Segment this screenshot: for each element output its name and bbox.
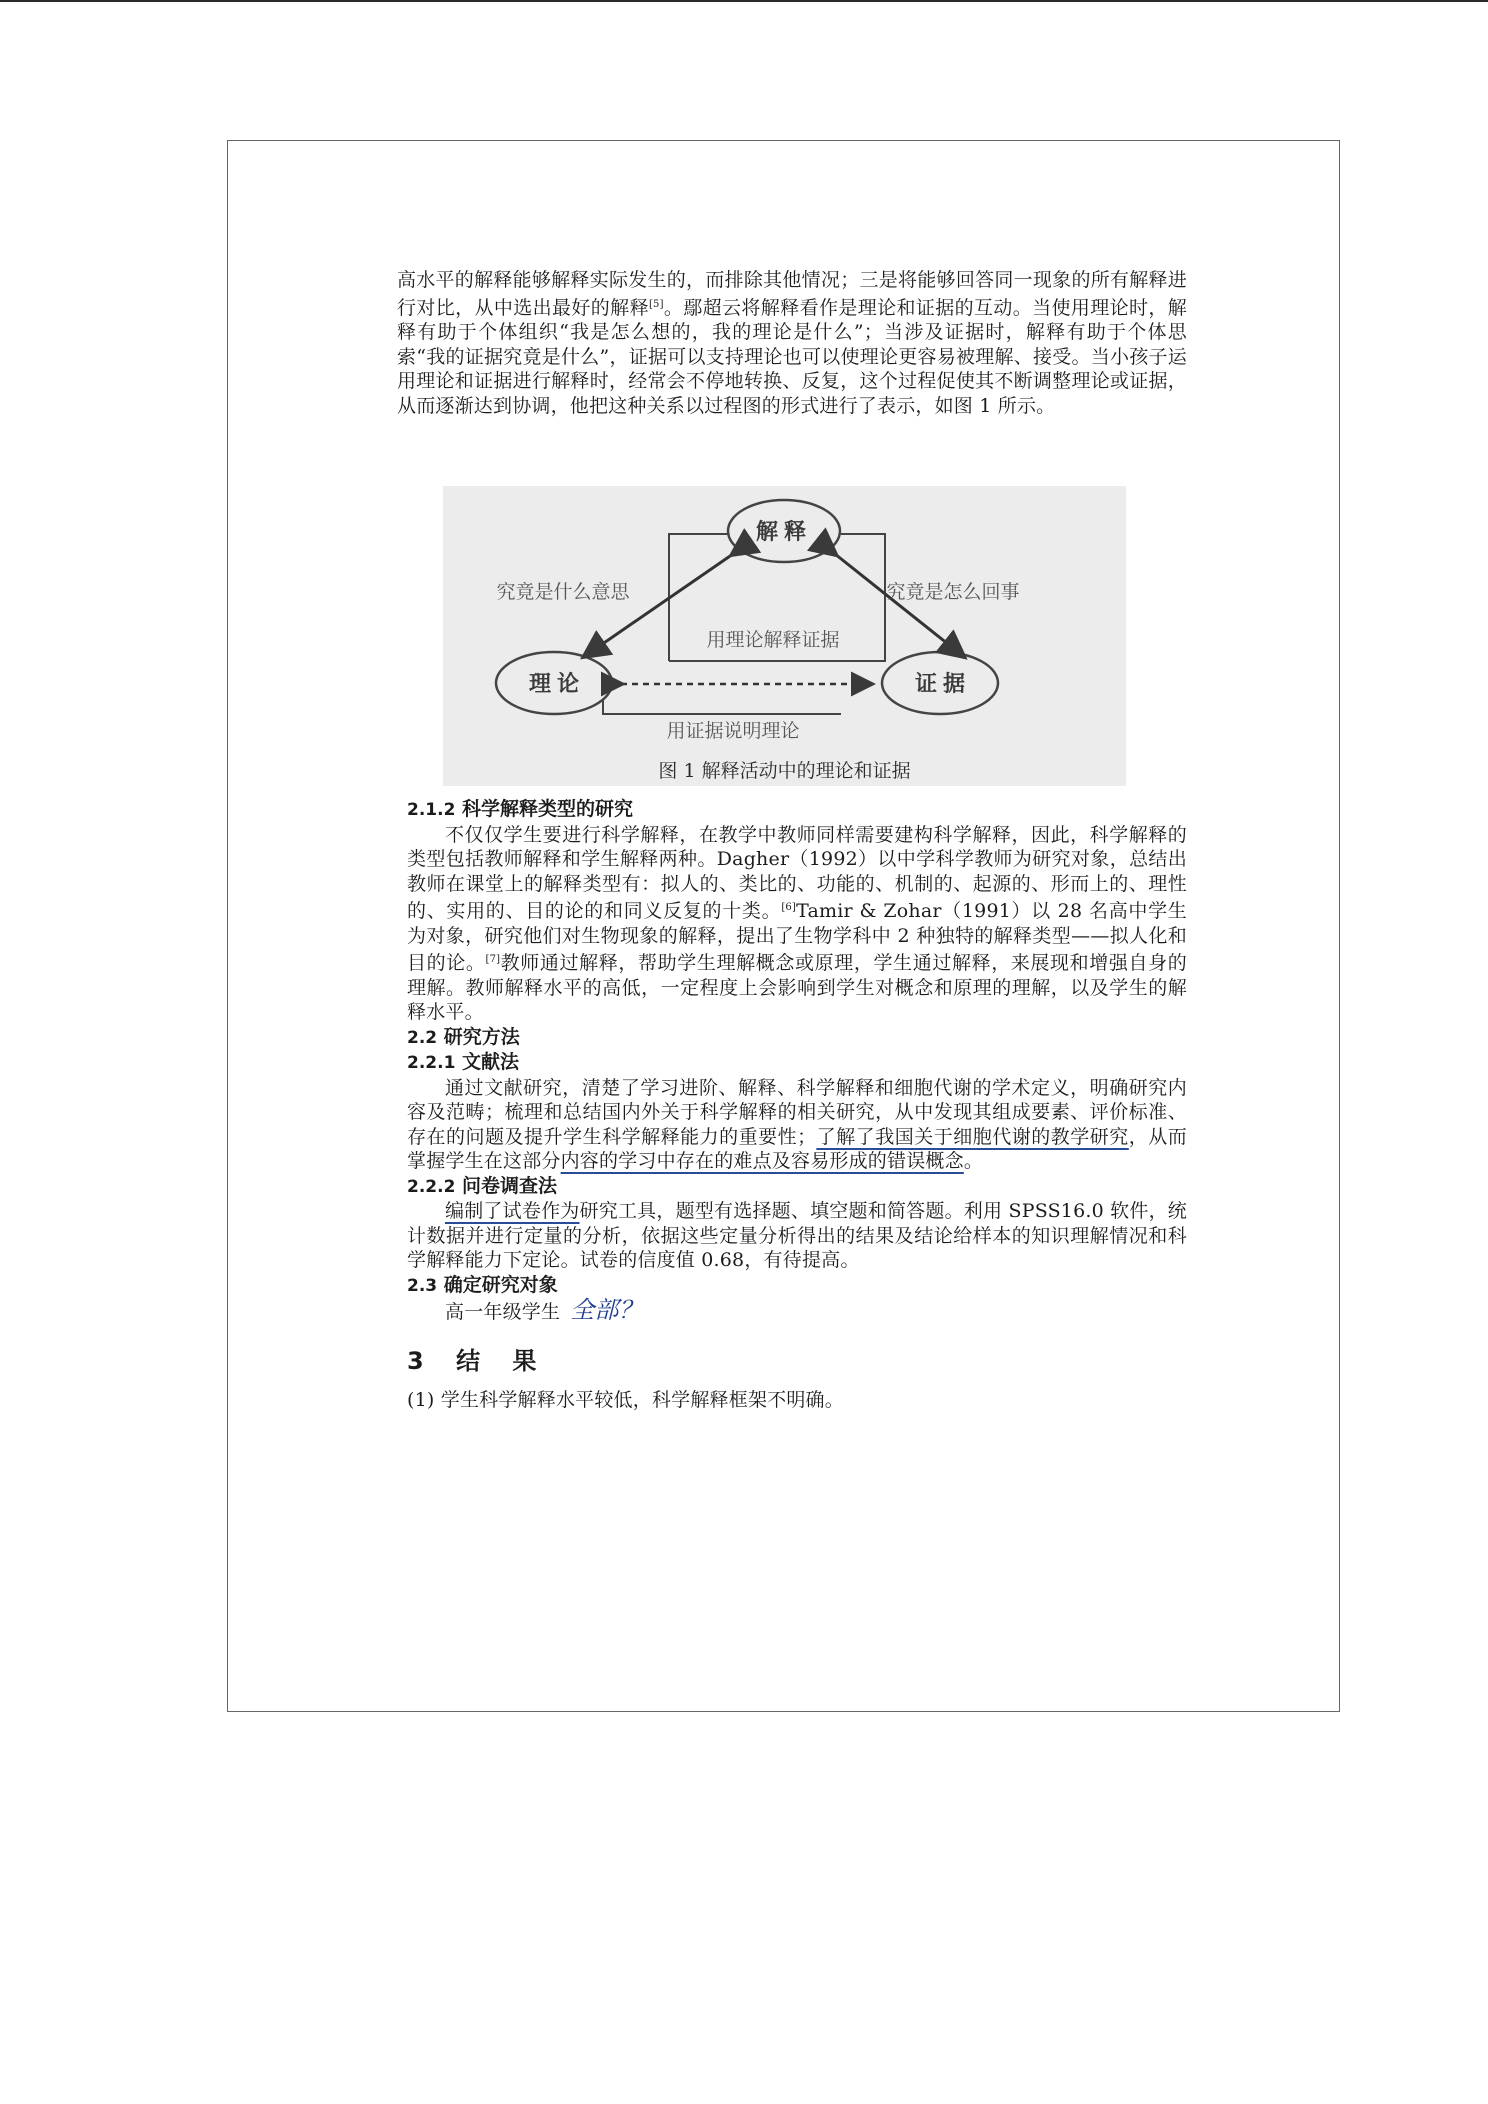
paragraph-text: Tamir & Zohar（1991）以 28 名高中学生为对象，研究他们对生物现象的解释，提出了生物学科中 2 种独特的解释类型——拟人化和目的论。 <box>407 900 1187 974</box>
figure-1 <box>443 486 1126 786</box>
section-title: 问卷调查法 <box>462 1174 558 1197</box>
edge-label-right: 究竟是怎么回事 <box>886 581 1020 603</box>
section-heading-2-2-1 <box>407 1050 1187 1076</box>
citation-ref: [7] <box>485 954 501 965</box>
section-heading-2-2-2 <box>407 1174 1187 1200</box>
body-sections <box>407 797 1187 1412</box>
scan-edge <box>0 0 1488 2</box>
paragraph-text: 。 <box>963 1150 984 1172</box>
top-paragraph-block <box>397 268 1187 418</box>
section-title: 研究方法 <box>443 1025 520 1048</box>
section-title: 确定研究对象 <box>443 1273 558 1296</box>
body-paragraph <box>397 268 1187 418</box>
node-label-left: 理论 <box>528 672 586 697</box>
section-heading-3 <box>407 1341 1187 1376</box>
section-heading-2-2 <box>407 1025 1187 1051</box>
citation-ref: [6] <box>781 902 797 913</box>
section-number: 3 <box>407 1346 436 1375</box>
section-number: 2.2.1 <box>407 1053 456 1073</box>
node-label-top: 解释 <box>755 520 813 545</box>
paragraph-text: 通过文献研究，清楚了学习进阶、解释、科学解释和细胞代谢的学术定义，明确研究内容及范畴；梳理和总结国内外关于科学解释的相关研究，从中发现其组成要素、评价标准、存在的问题及提升学生科学解释能力的重要性； <box>407 1076 1187 1148</box>
node-label-right: 证据 <box>914 672 972 697</box>
paragraph-text: ，从而掌握学生在这部分 <box>407 1125 1188 1172</box>
edge-label-bottom: 用证据说明理论 <box>666 720 800 742</box>
paragraph-text: 。鄢超云将解释看作是理论和证据的互动。当使用理论时，解释有助于个体组织“我是怎么想的，我的理论是什么”；当涉及证据时，解释有助于个体思索“我的证据究竟是什么”，证据可以支持理论也可以使理论更容易被理解、接受。当小孩子运用理论和证据进行解释时，经常会不停地转换、反复，这个过程促使其不断调整理论或证据，从而逐渐达到协调，他把这种关系以过程图的形式进行了表示，如图 1 所示。 <box>397 296 1187 417</box>
edge-label-middle: 用理论解释证据 <box>706 629 840 651</box>
paragraph-text: 不仅仅学生要进行科学解释，在教学中教师同样需要建构科学解释，因此，科学解释的类型包括教师解释和学生解释两种。Dagher（1992）以中学科学教师为研究对象，总结出教师在课堂上的解释类型有：拟人的、类比的、功能的、机制的、起源的、形而上的、理性的、实用的、目的论的和同义反复的十类。 <box>407 823 1187 922</box>
paragraph-text: 高一年级学生 <box>445 1301 561 1323</box>
section-number: 2.3 <box>407 1275 438 1296</box>
section-number: 2.1.2 <box>407 800 456 820</box>
connector-line <box>603 691 841 714</box>
handwritten-underline: 内容的学习中存在的难点及容易形成的错误概念 <box>560 1150 964 1172</box>
handwritten-note: 全部？ <box>570 1296 643 1324</box>
citation-ref: [5] <box>648 298 664 310</box>
section-number: 2.2.2 <box>407 1176 456 1197</box>
paragraph-text: 高水平的解释能够解释实际发生的，而排除其他情况；三是将能够回答同一现象的所有解释进行对比，从中选出最好的解释 <box>397 269 1187 319</box>
figure-caption: 图 1 解释活动中的理论和证据 <box>658 760 911 782</box>
process-diagram <box>443 486 1126 756</box>
section-title: 文献法 <box>462 1051 520 1073</box>
body-paragraph <box>407 1076 1187 1174</box>
body-paragraph <box>407 1298 1187 1325</box>
paragraph-text: 教师通过解释，帮助学生理解概念或原理，学生通过解释，来展现和增强自身的理解。教师解释水平的高低，一定程度上会影响到学生对概念和原理的理解，以及学生的解释水平。 <box>407 952 1187 1023</box>
edge-label-left: 究竟是什么意思 <box>496 581 630 603</box>
section-number: 2.2 <box>407 1027 438 1048</box>
paragraph-text: 研究工具，题型有选择题、填空题和简答题。利用 SPSS16.0 软件，统计数据并进行定量的分析，依据这些定量分析得出的结果及结论给样本的知识理解情况和科学解释能力下定论。试卷的信度值 0.68，有待提高。 <box>407 1200 1187 1271</box>
handwritten-underline: 编制了试卷作为 <box>445 1200 580 1222</box>
body-paragraph <box>407 1199 1187 1273</box>
handwritten-underline: 了解了我国关于细胞代谢的教学研究 <box>816 1125 1129 1148</box>
section-title: 结 果 <box>456 1346 549 1375</box>
body-paragraph <box>407 823 1187 1025</box>
connector-line <box>841 534 885 661</box>
arrow-evidence-explanation <box>835 554 963 656</box>
result-item: (1) 学生科学解释水平较低，科学解释框架不明确。 <box>407 1388 844 1411</box>
section-heading-2-3 <box>407 1273 1187 1299</box>
section-title: 科学解释类型的研究 <box>462 798 634 820</box>
section-heading-2-1-2 <box>407 797 1187 823</box>
